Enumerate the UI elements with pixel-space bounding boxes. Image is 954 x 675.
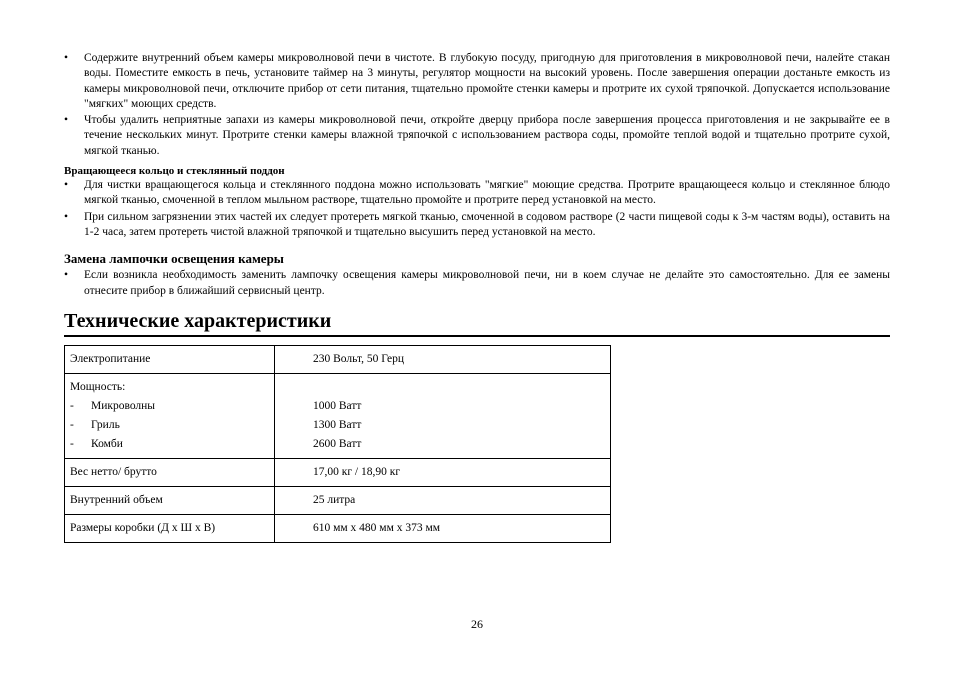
power-item-label: Микроволны xyxy=(91,399,156,412)
list-item xyxy=(64,268,890,299)
spec-label-power xyxy=(65,373,275,458)
bullet-icon: • xyxy=(64,52,69,64)
page-content xyxy=(64,51,890,543)
bullet-icon: • xyxy=(64,269,69,282)
specs-title: Технические характеристики xyxy=(64,309,890,337)
power-item-combi xyxy=(70,435,269,454)
bullet-text: Для чистки вращающегося кольца и стеклянного поддона можно использовать "мягкие" моющие средства. Протрите вращающееся кольцо и стеклянное блюдо мягкой тканью, смоченной в теплом мыльном растворе, тщательно промойте и протрите перед установкой на место. xyxy=(84,179,890,207)
power-item-microwave xyxy=(70,397,269,416)
power-item-value: 1000 Ватт xyxy=(313,399,362,412)
power-label: Мощность: xyxy=(70,380,126,393)
specs-table xyxy=(64,345,611,543)
bullet-icon: • xyxy=(64,210,69,223)
bullet-text: Если возникла необходимость заменить лампочку освещения камеры микроволновой печи, ни в коем случае не делайте это самостоятельно. Для ее замены отнесите прибор в ближайший сервисный центр. xyxy=(84,269,890,297)
table-row xyxy=(65,514,611,542)
spec-label: Размеры коробки (Д х Ш х В) xyxy=(65,514,275,542)
list-item xyxy=(64,51,890,112)
bullet-text: Чтобы удалить неприятные запахи из камеры микроволновой печи, откройте дверцу прибора после завершения процесса приготовления и не закрывайте ее в течение нескольких минут. Протрите стенки камеры влажной тряпочкой с использованием раствора соды, промойте теплой водой и тщательно протрите сухой, мягкой тканью. xyxy=(84,114,890,157)
power-spacer xyxy=(313,378,605,397)
spec-label: Вес нетто/ брутто xyxy=(65,458,275,486)
list-item xyxy=(64,210,890,241)
table-row xyxy=(65,458,611,486)
bullet-icon: • xyxy=(64,179,69,192)
spec-value: 17,00 кг / 18,90 кг xyxy=(275,458,611,486)
lamp-heading: Замена лампочки освещения камеры xyxy=(64,251,284,267)
spec-label: Электропитание xyxy=(65,345,275,373)
bullet-text: При сильном загрязнении этих частей их следует протереть мягкой тканью, смоченной в содовом растворе (2 части пищевой соды к 3-м частям воды), оставить на 1-2 часа, затем протереть чистой влажной тряпочкой и тщательно высушить перед установкой на место. xyxy=(84,210,890,238)
turntable-heading: Вращающееся кольцо и стеклянный поддон xyxy=(64,165,285,178)
dash-mark: - xyxy=(70,399,74,412)
bullet-text: Содержите внутренний объем камеры микроволновой печи в чистоте. В глубокую посуду, пригодную для приготовления в микроволновой печи, налейте стакан воды. Поместите емкость в печь, установите таймер на 3 минуты, регулятор мощности на высокий уровень. После завершения операции достаньте емкость из камеры микроволновой печи, отключите прибор от сети питания, тщательно промойте стенки камеры и протрите их сухой тряпочкой. Допускается использование "мягких" моющих средств. xyxy=(84,52,890,110)
lamp-list xyxy=(64,268,890,299)
power-item-label: Комби xyxy=(91,437,123,450)
turntable-list xyxy=(64,178,890,240)
table-row xyxy=(65,486,611,514)
power-item-value: 1300 Ватт xyxy=(313,418,362,431)
bullet-icon: • xyxy=(64,114,69,127)
table-row xyxy=(65,373,611,458)
page-number: 26 xyxy=(471,617,483,631)
power-item-label: Гриль xyxy=(91,418,120,431)
spec-label: Внутренний объем xyxy=(65,486,275,514)
table-row xyxy=(65,345,611,373)
list-item xyxy=(64,178,890,209)
spec-value: 230 Вольт, 50 Герц xyxy=(275,345,611,373)
spec-value: 25 литра xyxy=(275,486,611,514)
cleaning-list xyxy=(64,51,890,159)
spec-value: 610 мм х 480 мм х 373 мм xyxy=(275,514,611,542)
dash-mark: - xyxy=(70,418,74,431)
power-item-grill xyxy=(70,416,269,435)
list-item xyxy=(64,113,890,159)
dash-mark: - xyxy=(70,437,74,450)
spec-value-power xyxy=(275,373,611,458)
power-item-value: 2600 Ватт xyxy=(313,437,362,450)
